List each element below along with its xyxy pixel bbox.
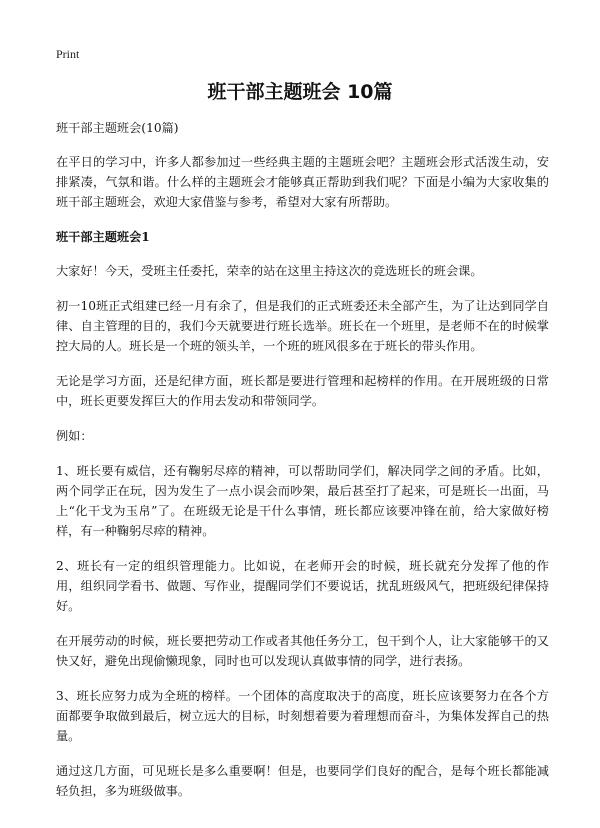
paragraph: 通过这几方面，可见班长是多么重要啊！但是，也要同学们良好的配合，是每个班长都能减轻负担，多为班级做事。 xyxy=(56,764,549,798)
paragraph: 例如： xyxy=(56,429,93,443)
paragraph: 1、班长要有威信，还有鞠躬尽瘁的精神，可以帮助同学们，解决同学之间的矛盾。比如，两个同学正在玩，因为发生了一点小误会而吵架，最后甚至打了起来，可是班长一出面，马上“化干戈为玉帛”了。在班级无论是干什么事情，班长都应该要冲锋在前，给大家做好榜样，有一种鞠躬尽瘁的精神。 xyxy=(56,464,549,538)
section-heading: 班干部主题班会1 xyxy=(56,230,150,244)
paragraph: 初一10班正式组建已经一月有余了，但是我们的正式班委还未全部产生，为了让达到同学自律、自主管理的目的，我们今天就要进行班长选举。班长在一个班里，是老师不在的时候掌控大局的人。班长是一个班的领头羊，一个班的班风很多在于班长的带头作用。 xyxy=(56,299,549,353)
paragraph: 2、班长有一定的组织管理能力。比如说，在老师开会的时候，班长就充分发挥了他的作用，组织同学看书、做题、写作业，提醒同学们不要说话，扰乱班级风气，把班级纪律保持好。 xyxy=(56,559,549,613)
paragraph: 大家好！今天，受班主任委托，荣幸的站在这里主持这次的竞选班长的班会课。 xyxy=(56,264,483,278)
article-body xyxy=(56,118,549,816)
paragraph: 3、班长应努力成为全班的榜样。一个团体的高度取决于的高度，班长应该要努力在各个方面都要争取做到最后，树立远大的目标，时刻想着要为着理想而奋斗，为集体发挥自己的热量。 xyxy=(56,689,549,743)
paragraph: 在开展劳动的时候，班长要把劳动工作或者其他任务分工，包干到个人，让大家能够干的又快又好，避免出现偷懒现象，同时也可以发现认真做事情的同学，进行表扬。 xyxy=(56,634,549,668)
page-title: 班干部主题班会 10篇 xyxy=(207,81,393,103)
intro-paragraph: 在平日的学习中，许多人都参加过一些经典主题的主题班会吧？主题班会形式活泼生动，安排紧凑，气氛和谐。什么样的主题班会才能够真正帮助到我们呢？下面是小编为大家收集的班干部主题班会，欢迎大家借鉴与参考，希望对大家有所帮助。 xyxy=(56,155,549,209)
print-link[interactable]: Print xyxy=(56,47,80,61)
article-subtitle: 班干部主题班会(10篇) xyxy=(56,121,179,135)
paragraph: 无论是学习方面，还是纪律方面，班长都是要进行管理和起榜样的作用。在开展班级的日常中，班长更要发挥巨大的作用去发动和带领同学。 xyxy=(56,374,549,408)
